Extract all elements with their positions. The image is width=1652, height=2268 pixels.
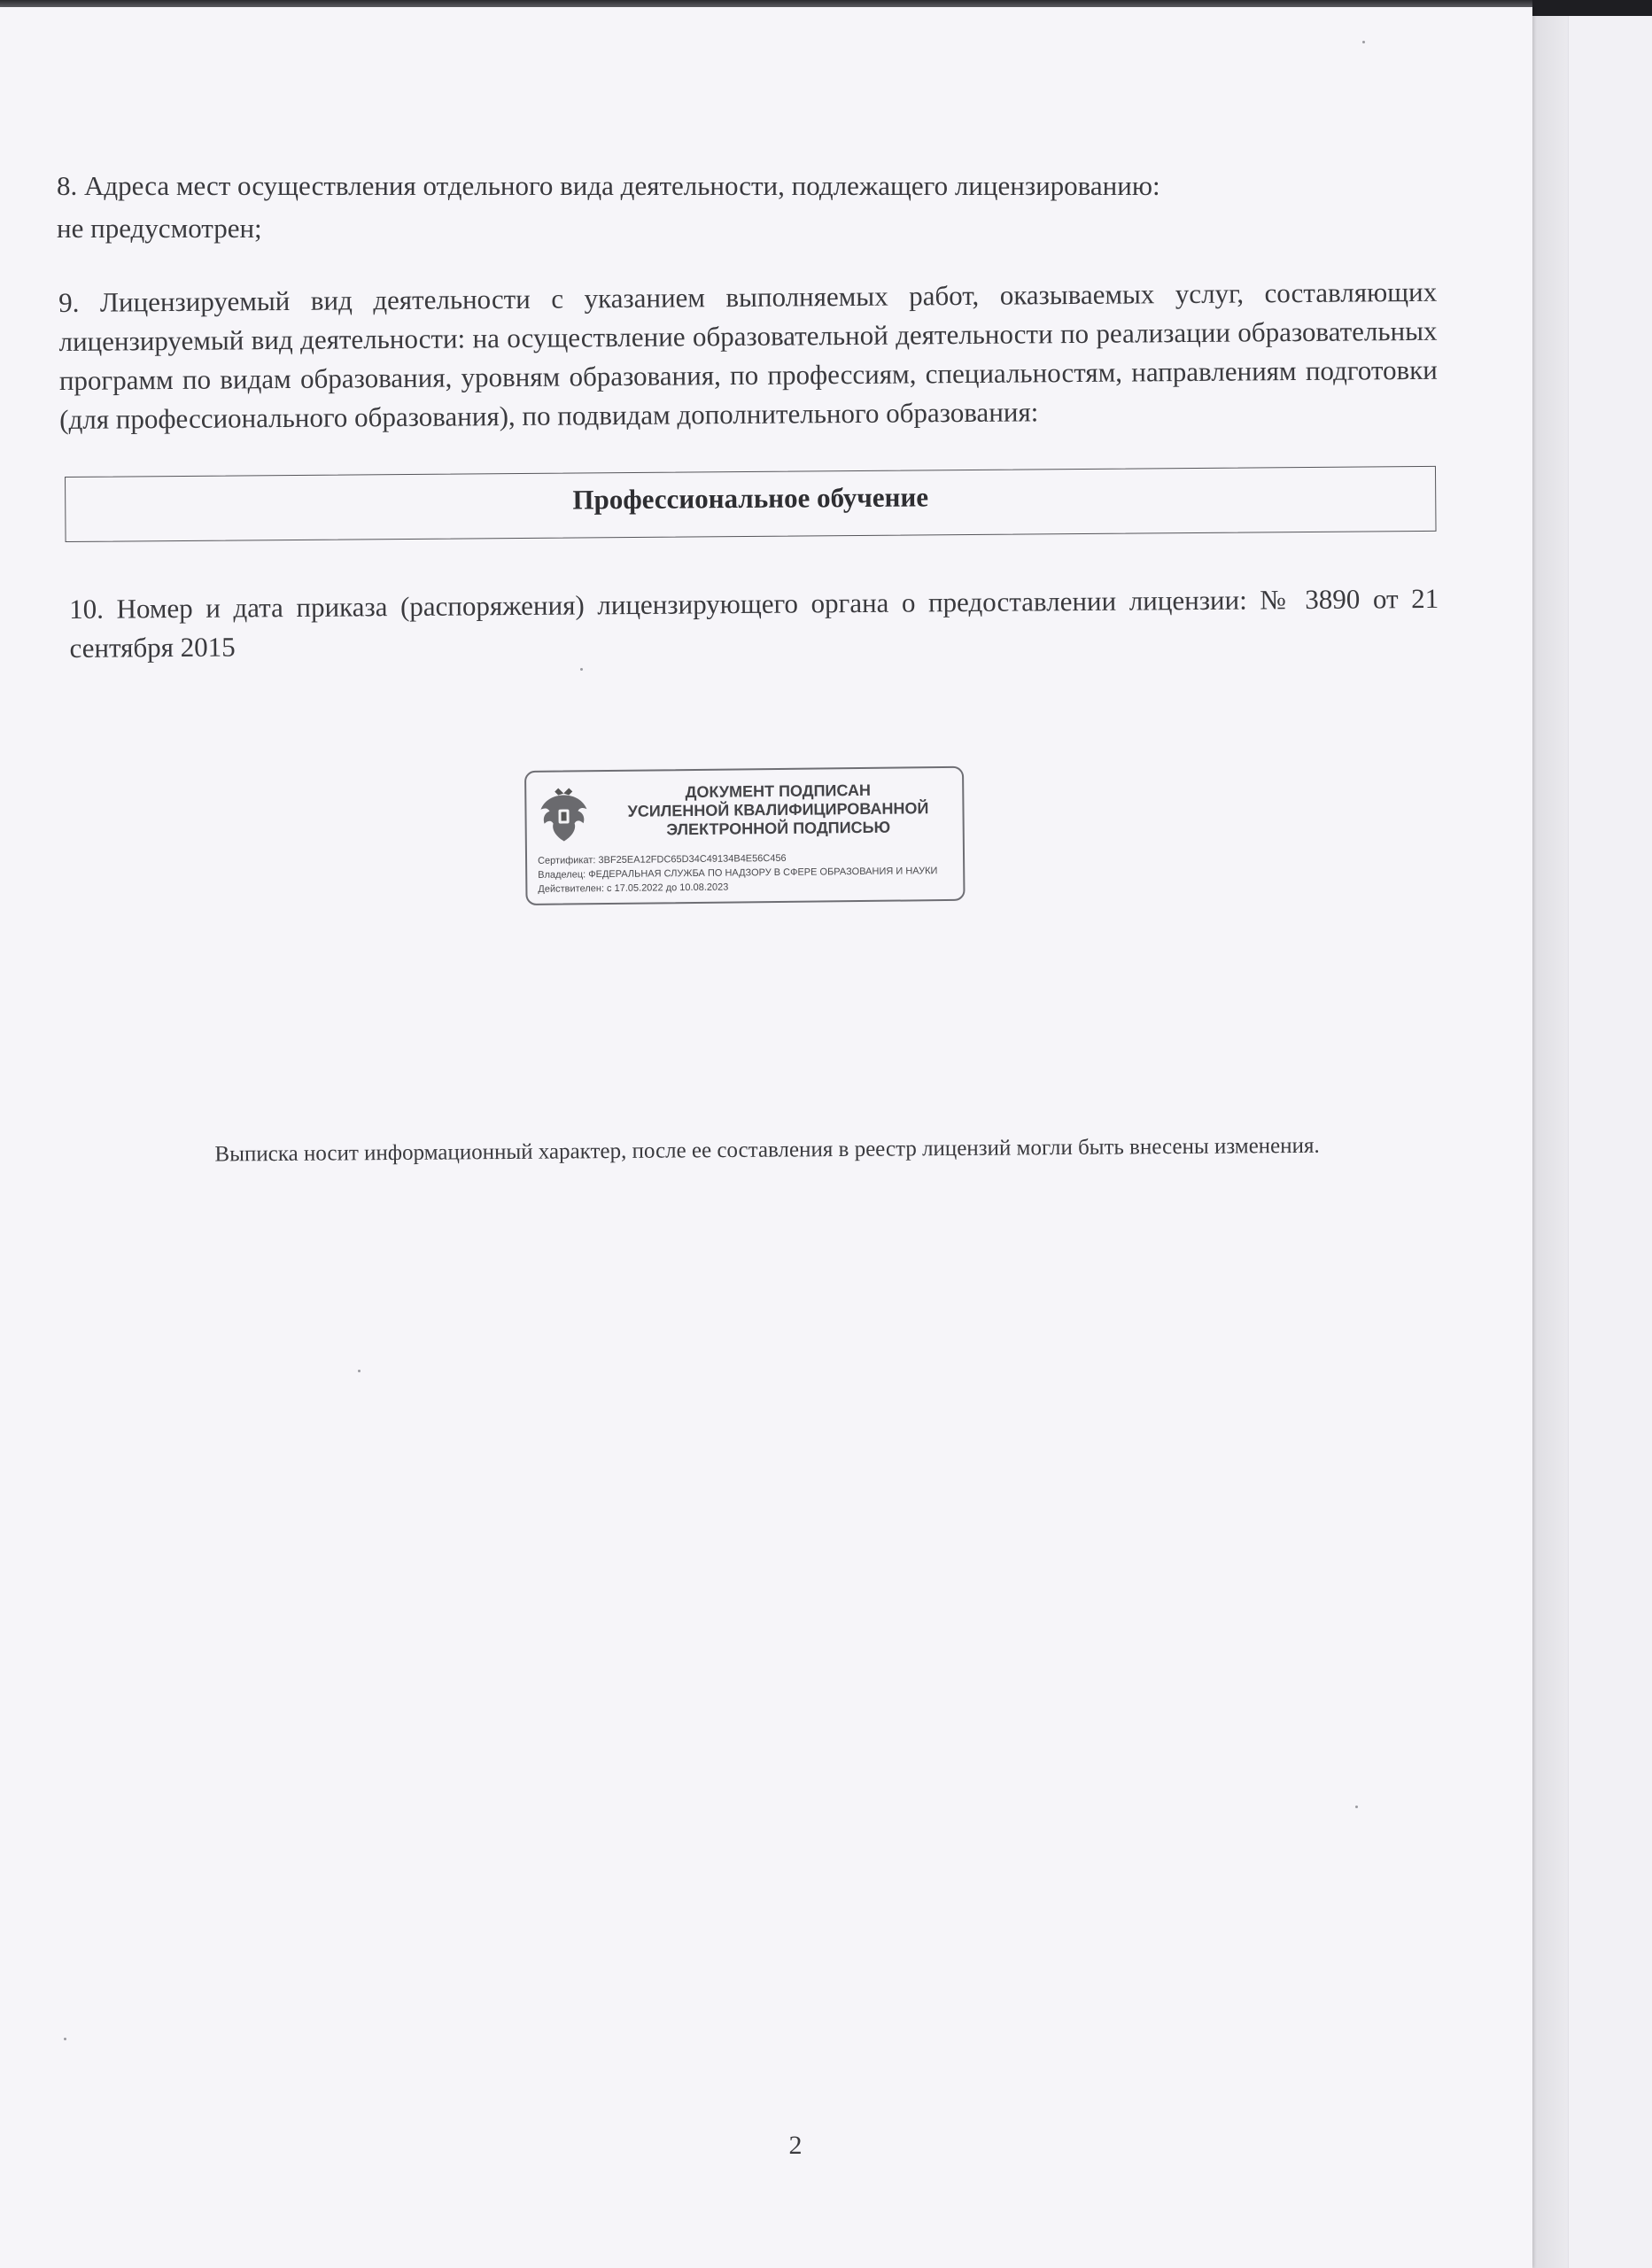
page-number: 2 <box>788 2131 803 2160</box>
electronic-signature-stamp <box>524 766 966 905</box>
stamp-title-line: ДОКУМЕНТ ПОДПИСАН <box>685 781 872 802</box>
coat-of-arms-icon <box>537 786 591 845</box>
section-10-text: 10. Номер и дата приказа (распоряжения) лицензирующего органа о предоставлении лицензии: № 3890 от 21 сентября 2015 <box>69 582 1439 664</box>
scan-speck <box>580 668 583 671</box>
underlying-sheet-edge <box>1568 16 1652 2268</box>
stamp-certificate: Сертификат: 3BF25EA12FDC65D34C49134B4E56C456 <box>538 852 787 866</box>
scan-speck <box>1362 41 1365 43</box>
scan-speck <box>1355 1806 1358 1808</box>
disclaimer-note: Выписка носит информационный характер, после ее составления в реестр лицензий могли быть внесены изменения. <box>214 1133 1320 1167</box>
stamp-title-line: ЭЛЕКТРОННОЙ ПОДПИСЬЮ <box>666 818 891 839</box>
section-9-text: 9. Лицензируемый вид деятельности с указанием выполняемых работ, оказываемых услуг, составляющих лицензируемый вид деятельности: на осуществление образовательной деятельности по реализации образовательных программ по видам образования, уровням образования, по профессиям, специальностям, направлениям подготовки (для профессионального образования), по подвидам дополнительного образования: <box>58 276 1438 435</box>
activity-table <box>65 466 1437 542</box>
section-8-heading: 8. Адреса мест осуществления отдельного вида деятельности, подлежащего лицензированию: <box>57 170 1160 201</box>
scan-speck <box>358 1370 361 1372</box>
activity-cell: Профессиональное обучение <box>572 481 929 516</box>
stamp-owner: Владелец: ФЕДЕРАЛЬНАЯ СЛУЖБА ПО НАДЗОРУ В СФЕРЕ ОБРАЗОВАНИЯ И НАУКИ <box>538 866 938 881</box>
scan-speck <box>64 2038 66 2040</box>
stamp-title <box>601 781 956 840</box>
section-8-value: не предусмотрен; <box>57 213 262 244</box>
section-8 <box>57 165 1439 250</box>
stamp-validity: Действителен: с 17.05.2022 до 10.08.2023 <box>538 882 729 895</box>
scan-corner-shadow <box>1532 0 1652 16</box>
stamp-title-line: УСИЛЕННОЙ КВАЛИФИЦИРОВАННОЙ <box>627 799 929 820</box>
